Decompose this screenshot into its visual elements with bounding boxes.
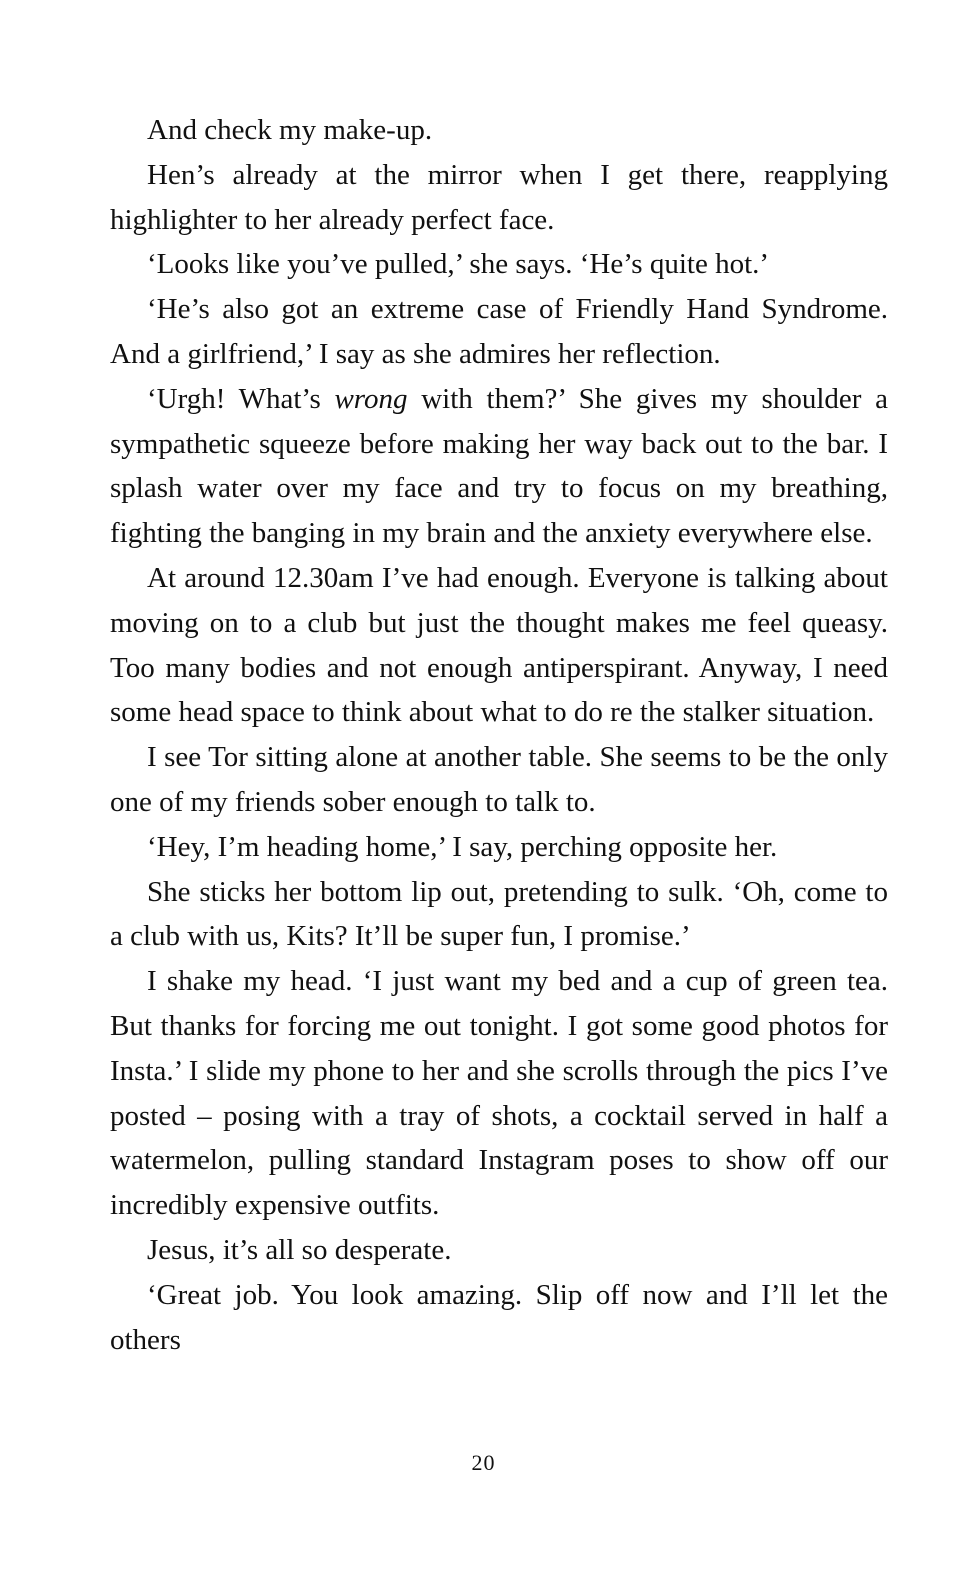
paragraph: ‘Looks like you’ve pulled,’ she says. ‘He’s quite hot.’ xyxy=(147,248,770,281)
paragraph-text: ‘Urgh! What’s xyxy=(147,382,335,415)
paragraph-text: with them?’ She gives my shoulder a sympathetic squeeze before making her way back out to the bar. I splash water over my face and try to focus on my breathing, fighting the banging in my brain and the anxiety everywhere else. xyxy=(110,382,888,550)
paragraph: And check my make-up. xyxy=(147,114,433,146)
paragraph: ‘He’s also got an extreme case of Friendly Hand Syndrome. And a girlfriend,’ I say as she admires her reflection. xyxy=(110,293,888,370)
emphasized-word: wrong xyxy=(334,382,408,415)
paragraph: I shake my head. ‘I just want my bed and a cup of green tea. But thanks for forcing me out tonight. I got some good photos for Insta.’ I slide my phone to her and she scrolls through the pics I’ve posted – posing with a tray of shots, a cocktail served in half a watermelon, pulling standard Instagram poses to show off our incredibly expensive outfits. xyxy=(110,965,888,1222)
paragraph: I see Tor sitting alone at another table. She seems to be the only one of my friends sober enough to talk to. xyxy=(110,741,888,818)
paragraph: ‘Great job. You look amazing. Slip off now and I’ll let the others xyxy=(110,1278,888,1356)
paragraph xyxy=(110,377,888,556)
paragraph: She sticks her bottom lip out, pretending to sulk. ‘Oh, come to a club with us, Kits? It’ll be super fun, I promise.’ xyxy=(110,875,888,953)
body-text xyxy=(110,108,888,1362)
paragraph: ‘Hey, I’m heading home,’ I say, perching opposite her. xyxy=(147,830,778,863)
paragraph: At around 12.30am I’ve had enough. Everyone is talking about moving on to a club but just the thought makes me feel queasy. Too many bodies and not enough antiperspirant. Anyway, I need some head space to think about what to do re the stalker situation. xyxy=(110,561,888,729)
page-number: 20 xyxy=(471,1450,496,1475)
paragraph: Hen’s already at the mirror when I get there, reapplying highlighter to her already perfect face. xyxy=(110,158,888,236)
paragraph: Jesus, it’s all so desperate. xyxy=(147,1233,452,1266)
